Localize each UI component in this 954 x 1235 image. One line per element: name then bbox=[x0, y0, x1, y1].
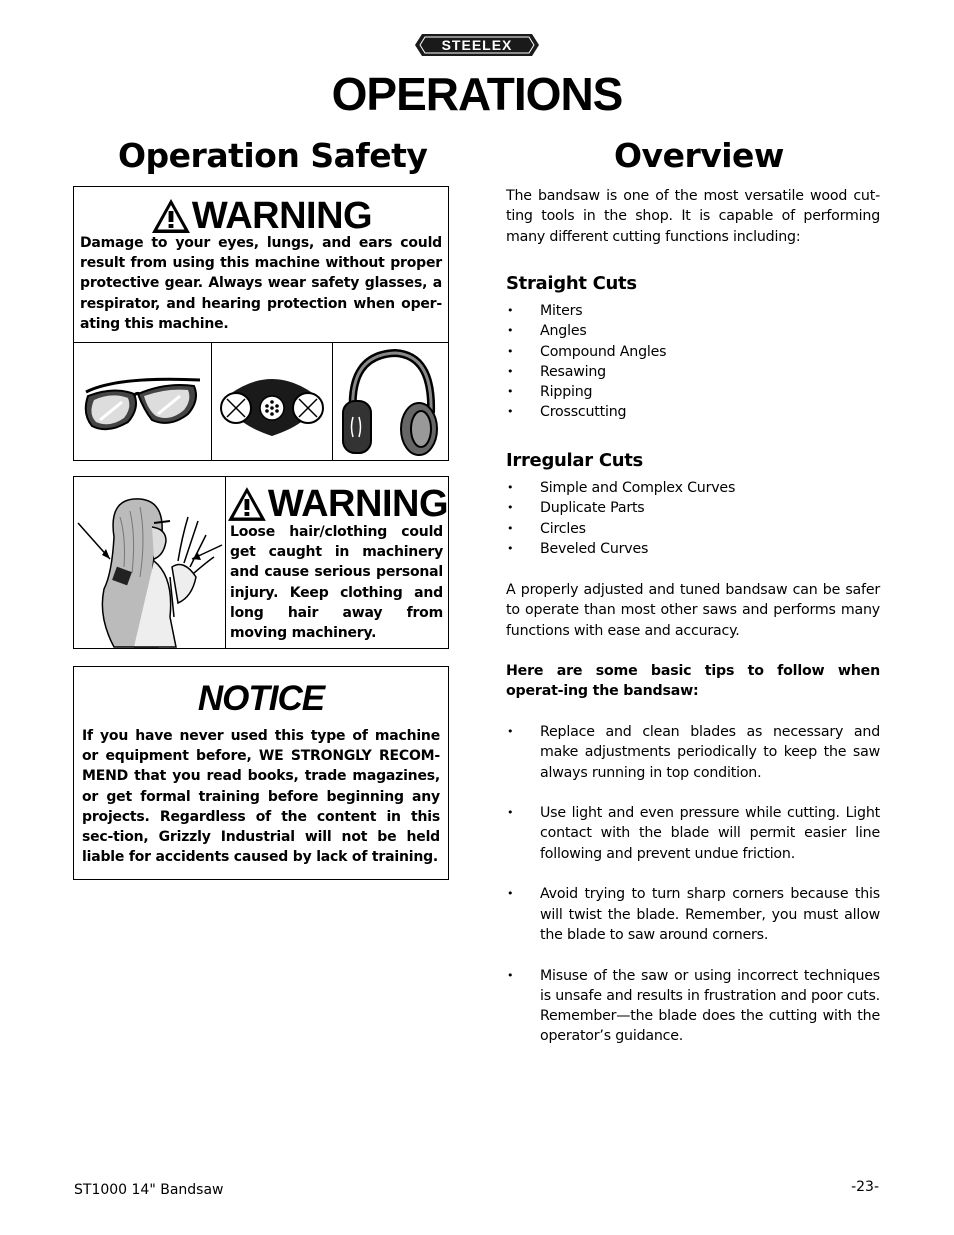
warning-box-protective-gear bbox=[73, 186, 449, 461]
irregular-cuts-list bbox=[506, 478, 880, 559]
warning-header bbox=[226, 483, 448, 525]
ear-muffs-icon bbox=[332, 343, 448, 460]
operation-safety-heading: Operation Safety bbox=[118, 136, 428, 175]
warning-label: WARNING bbox=[267, 483, 448, 525]
overview-heading: Overview bbox=[614, 136, 784, 175]
list-item: • Compound Angles bbox=[506, 342, 880, 362]
warning-box-loose-hair bbox=[73, 476, 449, 649]
list-item: • Simple and Complex Curves bbox=[506, 478, 880, 498]
respirator-icon bbox=[211, 343, 332, 460]
warning-triangle-icon bbox=[226, 485, 268, 523]
overview-intro: The bandsaw is one of the most versatile wood cut-ting tools in the shop. It is capable of performing many different cutting functions including: bbox=[506, 188, 880, 245]
long-hair-illustration bbox=[74, 477, 226, 648]
notice-box-training bbox=[73, 666, 449, 880]
page-number: -23- bbox=[851, 1179, 879, 1195]
list-item: • Use light and even pressure while cutting. Light contact with the blade will permit easier line following and prevent undue friction. bbox=[506, 803, 880, 864]
warning-triangle-icon bbox=[150, 197, 192, 235]
list-item: • Misuse of the saw or using incorrect techniques is unsafe and results in frustration and poor cuts. Remember—the blade does the cutting with the operator’s guidance. bbox=[506, 966, 880, 1047]
warning-label: WARNING bbox=[191, 195, 373, 237]
warning-header bbox=[74, 195, 448, 237]
overview-paragraph: A properly adjusted and tuned bandsaw can be safer to operate than most other saws and performs many functions with ease and accuracy. bbox=[506, 582, 880, 639]
notice-text: If you have never used this type of machine or equipment before, WE STRONGLY RECOM-MEND that you read books, trade magazines, or get formal training before beginning any projects. Regardless of the content in this sec-tion, Grizzly Industrial will not be held liable for accidents caused by lack of training. bbox=[82, 728, 440, 866]
list-item: • Angles bbox=[506, 321, 880, 341]
warning-text: Loose hair/clothing could get caught in machinery and cause serious personal injury. Keep clothing and long hair away from moving machinery. bbox=[230, 524, 443, 642]
notice-label: NOTICE bbox=[197, 679, 325, 718]
warning-text: Damage to your eyes, lungs, and ears could result from using this machine without proper protective gear. Always wear safety glasses, a respirator, and hearing protection when oper-ating this machine. bbox=[80, 235, 442, 332]
list-item: • Replace and clean blades as necessary and make adjustments periodically to keep the saw always running in top condition. bbox=[506, 722, 880, 783]
list-item: • Duplicate Parts bbox=[506, 498, 880, 518]
page-title: OPERATIONS bbox=[331, 68, 623, 120]
steelex-logo bbox=[414, 32, 540, 58]
footer-model: ST1000 14" Bandsaw bbox=[74, 1182, 224, 1198]
logo-text: STEELEX bbox=[441, 37, 513, 53]
list-item: • Avoid trying to turn sharp corners because this will twist the blade. Remember, you must allow the blade to saw around corners. bbox=[506, 884, 880, 945]
safety-glasses-icon bbox=[74, 343, 211, 460]
tips-list bbox=[506, 722, 880, 1067]
list-item: • Miters bbox=[506, 301, 880, 321]
list-item: • Circles bbox=[506, 519, 880, 539]
straight-cuts-list bbox=[506, 301, 880, 423]
tips-intro: Here are some basic tips to follow when operat-ing the bandsaw: bbox=[506, 663, 880, 700]
list-item: • Ripping bbox=[506, 382, 880, 402]
list-item: • Beveled Curves bbox=[506, 539, 880, 559]
list-item: • Resawing bbox=[506, 362, 880, 382]
straight-cuts-heading: Straight Cuts bbox=[506, 273, 637, 294]
list-item: • Crosscutting bbox=[506, 402, 880, 422]
irregular-cuts-heading: Irregular Cuts bbox=[506, 450, 643, 471]
ppe-image-row bbox=[74, 342, 448, 460]
